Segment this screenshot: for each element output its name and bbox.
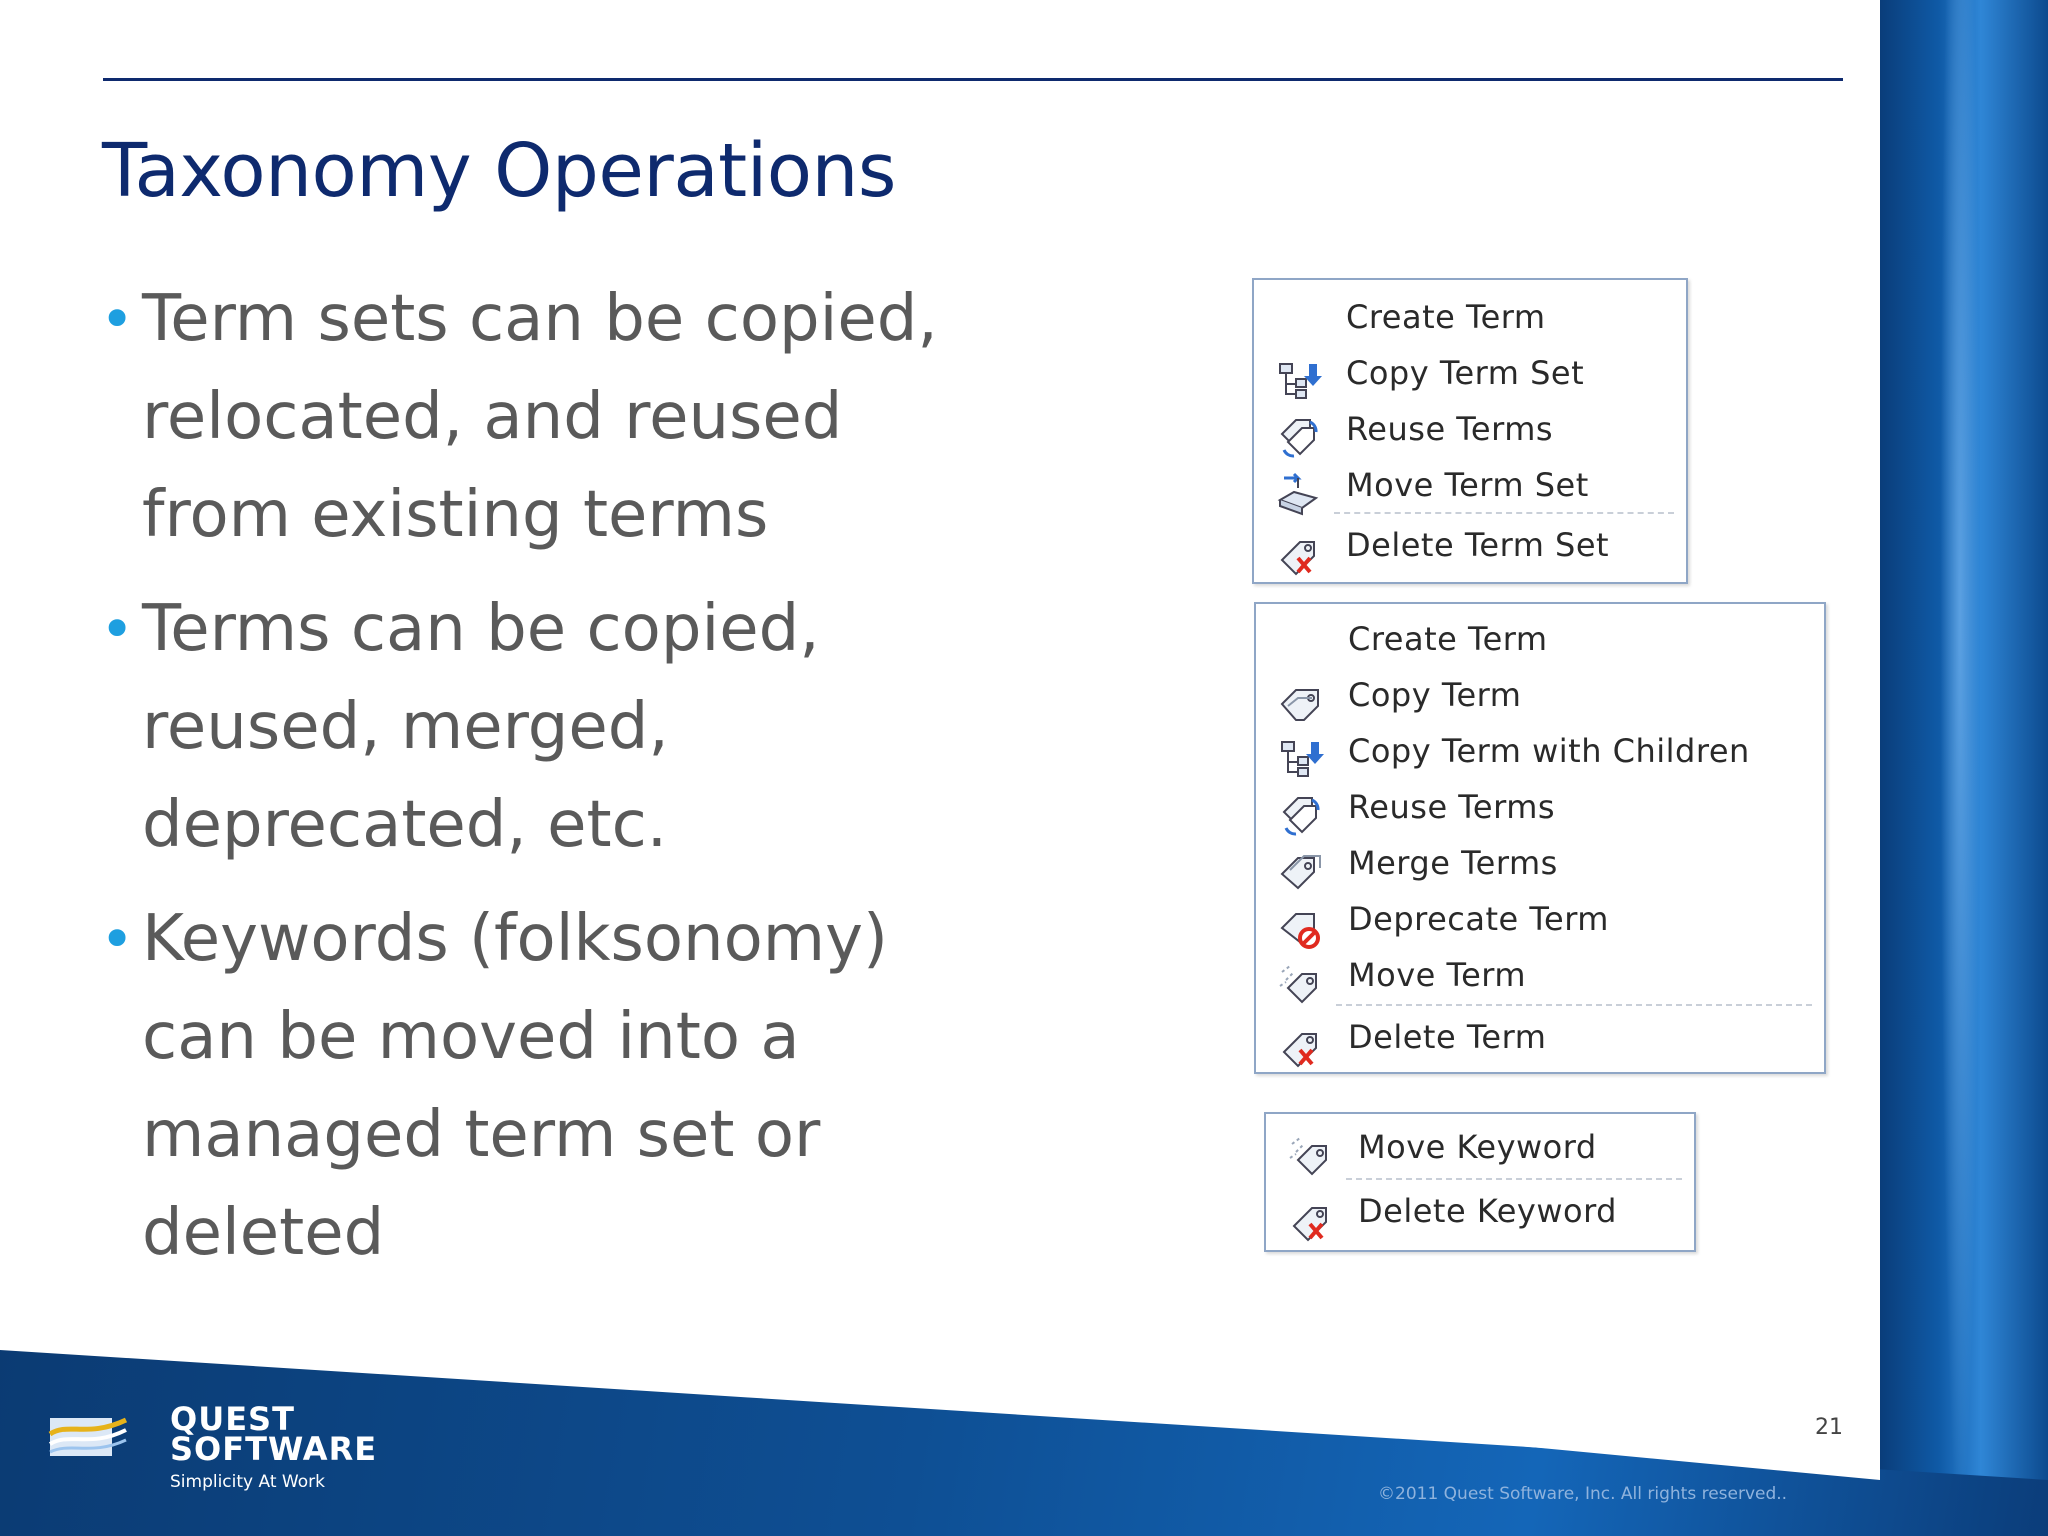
bullet-line: Keywords (folksonomy)	[142, 902, 888, 976]
menu-item-move-term-set[interactable]	[1254, 460, 1686, 516]
menu-item-label: Delete Term	[1348, 1018, 1547, 1056]
menu-item-create-term[interactable]	[1254, 292, 1686, 348]
bullet-dot-icon: •	[100, 285, 135, 353]
copy-tree-icon	[1276, 358, 1322, 404]
slide-title: Taxonomy Operations	[102, 128, 896, 214]
bullet-list	[100, 270, 960, 1298]
delete-tag-icon	[1276, 530, 1322, 576]
menu-item-label: Move Keyword	[1358, 1128, 1597, 1166]
bullet-item	[100, 270, 960, 564]
menu-item-deprecate-term[interactable]	[1256, 894, 1824, 950]
menu-item-label: Reuse Terms	[1346, 410, 1554, 448]
menu-item-label: Deprecate Term	[1348, 900, 1609, 938]
menu-separator	[1336, 1004, 1812, 1006]
menu-item-copy-term-with-children[interactable]	[1256, 726, 1824, 782]
move-tag-icon	[1278, 960, 1324, 1006]
bullet-line: deleted	[142, 1196, 385, 1270]
bullet-dot-icon: •	[100, 595, 135, 663]
menu-item-merge-terms[interactable]	[1256, 838, 1824, 894]
menu-item-move-keyword[interactable]	[1266, 1122, 1694, 1178]
menu-item-copy-term-set[interactable]	[1254, 348, 1686, 404]
menu-item-label: Reuse Terms	[1348, 788, 1556, 826]
bullet-line: Terms can be copied,	[142, 592, 820, 666]
menu-item-delete-keyword[interactable]	[1266, 1186, 1694, 1242]
keyword-context-menu	[1264, 1112, 1696, 1252]
copyright-notice: ©2011 Quest Software, Inc. All rights reserved..	[1378, 1484, 1788, 1504]
menu-item-label: Copy Term	[1348, 676, 1522, 714]
menu-item-create-term[interactable]	[1256, 614, 1824, 670]
menu-item-label: Merge Terms	[1348, 844, 1558, 882]
copy-tree-icon	[1278, 736, 1324, 782]
deprecate-tag-icon	[1278, 904, 1324, 950]
logo-wave-icon	[48, 1408, 128, 1468]
bullet-line: relocated, and reused	[142, 380, 843, 454]
page-number: 21	[1815, 1415, 1843, 1440]
quest-software-logo	[48, 1400, 388, 1500]
menu-item-label: Delete Keyword	[1358, 1192, 1617, 1230]
bullet-line: managed term set or	[142, 1098, 821, 1172]
delete-tag-icon	[1278, 1022, 1324, 1068]
copy-tag-icon	[1278, 680, 1324, 726]
menu-separator	[1334, 512, 1674, 514]
term-set-context-menu	[1252, 278, 1688, 584]
bullet-line: reused, merged,	[142, 690, 669, 764]
delete-tag-icon	[1288, 1196, 1334, 1242]
menu-item-label: Move Term	[1348, 956, 1527, 994]
logo-tagline: Simplicity At Work	[170, 1472, 325, 1492]
merge-tags-icon	[1278, 848, 1324, 894]
menu-item-delete-term-set[interactable]	[1254, 520, 1686, 576]
menu-item-label: Copy Term with Children	[1348, 732, 1750, 770]
term-context-menu	[1254, 602, 1826, 1074]
menu-separator	[1346, 1178, 1682, 1180]
reuse-tags-icon	[1276, 414, 1322, 460]
bullet-line: from existing terms	[142, 478, 769, 552]
menu-item-label: Create Term	[1346, 298, 1546, 336]
bullet-line: can be moved into a	[142, 1000, 800, 1074]
logo-line-1: QUEST	[170, 1400, 295, 1438]
menu-item-reuse-terms[interactable]	[1254, 404, 1686, 460]
bullet-item	[100, 890, 960, 1282]
menu-item-label: Create Term	[1348, 620, 1548, 658]
reuse-tags-icon	[1278, 792, 1324, 838]
logo-line-2: SOFTWARE	[170, 1430, 378, 1468]
menu-item-delete-term[interactable]	[1256, 1012, 1824, 1068]
move-tag-icon	[1288, 1132, 1334, 1178]
bullet-dot-icon: •	[100, 905, 135, 973]
side-decor-band	[1880, 0, 2048, 1536]
bullet-item	[100, 580, 960, 874]
menu-item-reuse-terms[interactable]	[1256, 782, 1824, 838]
move-tree-icon	[1276, 470, 1322, 516]
menu-item-label: Delete Term Set	[1346, 526, 1610, 564]
menu-item-move-term[interactable]	[1256, 950, 1824, 1006]
bullet-line: Term sets can be copied,	[142, 282, 938, 356]
menu-item-label: Move Term Set	[1346, 466, 1589, 504]
menu-item-copy-term[interactable]	[1256, 670, 1824, 726]
menu-item-label: Copy Term Set	[1346, 354, 1585, 392]
bullet-line: deprecated, etc.	[142, 788, 668, 862]
top-rule	[103, 78, 1843, 81]
